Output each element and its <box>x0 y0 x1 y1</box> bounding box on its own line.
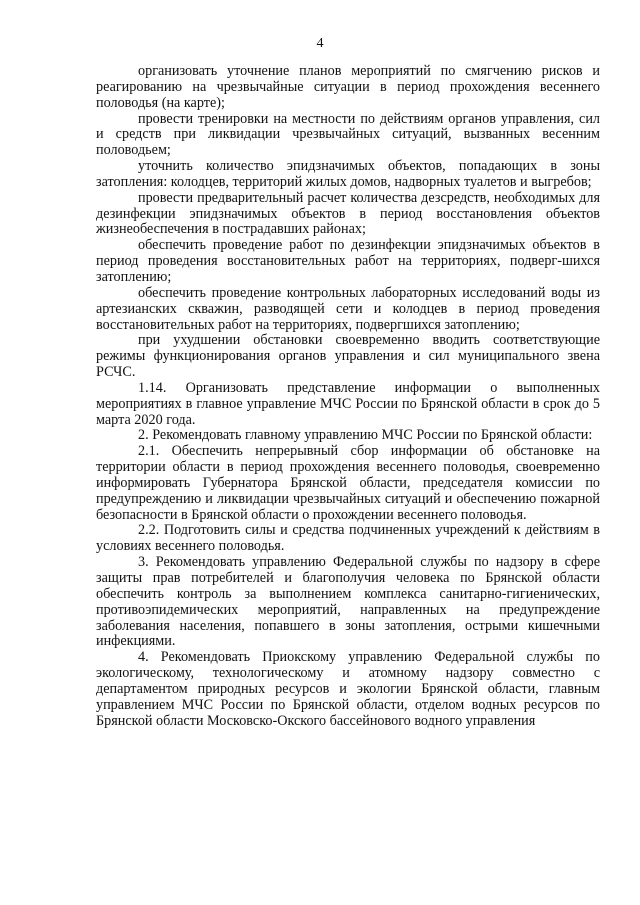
paragraph: уточнить количество эпидзначимых объектов, попадающих в зоны затопления: колодцев, территорий жилых домов, надворных туалетов и выгребов; <box>96 158 600 190</box>
paragraph: 3. Рекомендовать управлению Федеральной службы по надзору в сфере защиты прав потребителей и благополучия человека по Брянской области обеспечить контроль за выполнением комплекса санитарно-гигиенических, противоэпидемических мероприятий, направленных на предупреждение заболевания населения, попавшего в зоны затопления, острыми кишечными инфекциями. <box>96 554 600 650</box>
paragraph: 2.2. Подготовить силы и средства подчиненных учреждений к действиям в условиях весеннего половодья. <box>96 522 600 555</box>
paragraph: обеспечить проведение контрольных лабораторных исследований воды из артезианских скважин, разводящей сети и колодцев в период проведения восстановительных работ на территориях, подвергшихся затоплению; <box>96 284 600 333</box>
paragraph: провести предварительный расчет количества дезсредств, необходимых для дезинфекции эпидзначимых объектов в период восстановления объектов жизнеобеспечения в пострадавших районах; <box>96 189 600 238</box>
paragraph: организовать уточнение планов мероприятий по смягчению рисков и реагированию на чрезвычайные ситуации в период прохождения весеннего половодья (на карте); <box>96 63 600 111</box>
page-number: 4 <box>316 36 324 51</box>
paragraph: при ухудшении обстановки своевременно вводить соответствующие режимы функционирования органов управления и сил муниципального звена РСЧС. <box>96 332 600 381</box>
paragraph: 2. Рекомендовать главному управлению МЧС России по Брянской области: <box>138 427 593 444</box>
paragraph: провести тренировки на местности по действиям органов управления, сил и средств при ликвидации чрезвычайных ситуаций, вызванных весенним половодьем; <box>96 110 600 159</box>
paragraph: 4. Рекомендовать Приокскому управлению Федеральной службы по экологическому, технологическому и атомному надзору совместно с департаментом природных ресурсов и экологии Брянской области, главным управлением МЧС России по Брянской области, отделом водных ресурсов по Брянской области Московско-Окского бассейнового водного управления <box>96 649 600 729</box>
paragraph: 2.1. Обеспечить непрерывный сбор информации об обстановке на территории области в период прохождения весеннего половодья, своевременно информировать Губернатора Брянской области, председателя комиссии по предупреждению и ликвидации чрезвычайных ситуаций и обеспечению пожарной безопасности в Брянской области о прохождении весеннего половодья. <box>96 443 600 523</box>
paragraph: 1.14. Организовать представление информации о выполненных мероприятиях в главное управление МЧС России по Брянской области в срок до 5 марта 2020 года. <box>96 379 600 428</box>
document-body <box>96 64 600 729</box>
paragraph: обеспечить проведение работ по дезинфекции эпидзначимых объектов в период проведения восстановительных работ на территориях, подверг-шихся затоплению; <box>96 237 600 285</box>
